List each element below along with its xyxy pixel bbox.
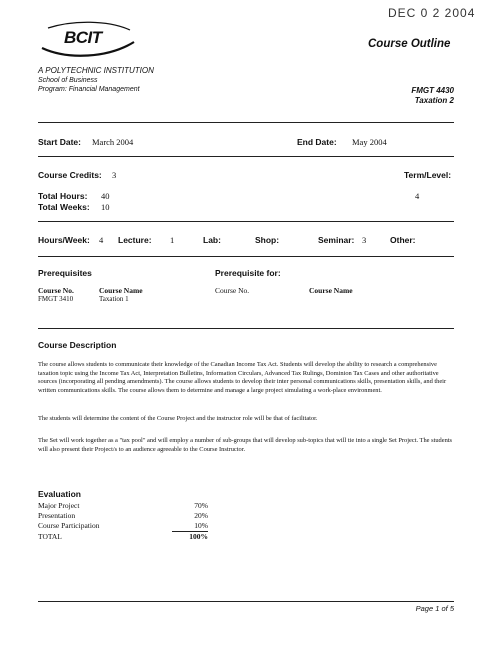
institution-name: A POLYTECHNIC INSTITUTION — [38, 66, 154, 75]
end-date-value: May 2004 — [352, 137, 387, 147]
evaluation-row — [38, 521, 208, 530]
weekly-divider — [38, 256, 454, 257]
logo-text: BCIT — [64, 28, 102, 47]
evaluation-item-label: Course Participation — [38, 521, 100, 530]
prerequisites-heading: Prerequisites — [38, 268, 92, 278]
total-hours-label: Total Hours: — [38, 191, 88, 201]
lecture-value: 1 — [170, 235, 175, 245]
dates-divider — [38, 156, 454, 157]
evaluation-item-value: 70% — [194, 501, 208, 510]
header-divider — [38, 122, 454, 123]
prereq-for-course-no-header: Course No. — [215, 286, 250, 295]
evaluation-total-value: 100% — [189, 532, 208, 541]
course-credits-label: Course Credits: — [38, 170, 102, 180]
other-label: Other: — [390, 235, 416, 245]
description-paragraph-2: The students will determine the content of the Course Project and the instructor role will be that of facilitator. — [38, 415, 318, 422]
lab-label: Lab: — [203, 235, 221, 245]
bcit-logo — [38, 18, 138, 60]
end-date-label: End Date: — [297, 137, 337, 147]
total-weeks-label: Total Weeks: — [38, 202, 90, 212]
course-credits-value: 3 — [112, 170, 117, 180]
hours-per-week-label: Hours/Week: — [38, 235, 90, 245]
received-stamp: DEC 0 2 2004 — [388, 6, 476, 20]
prereq-course-name-header: Course Name — [99, 286, 143, 295]
page-number: Page 1 of 5 — [415, 604, 454, 613]
prereq-divider — [38, 328, 454, 329]
evaluation-total-label: TOTAL — [38, 532, 62, 541]
total-hours-value: 40 — [101, 191, 110, 201]
prereq-course-no-header: Course No. — [38, 286, 74, 295]
footer-divider — [38, 601, 454, 602]
prereq-course-name: Taxation 1 — [99, 295, 129, 303]
term-level-value: 4 — [415, 191, 420, 201]
evaluation-total-row — [38, 532, 208, 541]
prereq-for-course-name-header: Course Name — [309, 286, 353, 295]
prerequisite-for-heading: Prerequisite for: — [215, 268, 281, 278]
program-name: Program: Financial Management — [38, 86, 140, 93]
evaluation-heading: Evaluation — [38, 489, 81, 499]
start-date-label: Start Date: — [38, 137, 81, 147]
school-name: School of Business — [38, 77, 98, 84]
prereq-course-no: FMGT 3410 — [38, 295, 74, 303]
document-title: Course Outline — [368, 38, 451, 50]
evaluation-item-value: 10% — [194, 521, 208, 530]
course-description-heading: Course Description — [38, 340, 117, 350]
course-code: FMGT 4430 — [411, 86, 454, 95]
evaluation-row — [38, 511, 208, 520]
hours-per-week-value: 4 — [99, 235, 104, 245]
start-date-value: March 2004 — [92, 137, 134, 147]
evaluation-item-label: Presentation — [38, 511, 76, 520]
credits-divider — [38, 221, 454, 222]
evaluation-item-label: Major Project — [38, 501, 80, 510]
description-paragraph-1: The course allows students to communicate their knowledge of the Canadian Income Tax Act. Students will develop the ability to research a comprehensive taxation topic using the Income Tax Act, Interpretation Bulletins, Information Circulars, Advanced Tax Rulings, Dominion Tax Cases and other authoritative sources (incorporating all pending amendments). The course allows students to develop their inter personal communications skills, presentation skills, and their written communications skills. The course allows them to determine and manage a large project simulating a work-place environment. — [38, 361, 447, 394]
term-level-label: Term/Level: — [404, 170, 452, 180]
total-weeks-value: 10 — [101, 202, 110, 212]
lecture-label: Lecture: — [118, 235, 152, 245]
shop-label: Shop: — [255, 235, 280, 245]
evaluation-item-value: 20% — [194, 511, 208, 520]
description-paragraph-3: The Set will work together as a "tax pool" and will employ a number of sub-groups that will develop sub-topics that will tie into a single Set Project. The students will also present their Project/s to an audience agreeable to the Course Instructor. — [38, 437, 453, 453]
seminar-value: 3 — [362, 235, 367, 245]
evaluation-row — [38, 501, 208, 510]
course-name: Taxation 2 — [414, 96, 454, 105]
seminar-label: Seminar: — [318, 235, 355, 245]
